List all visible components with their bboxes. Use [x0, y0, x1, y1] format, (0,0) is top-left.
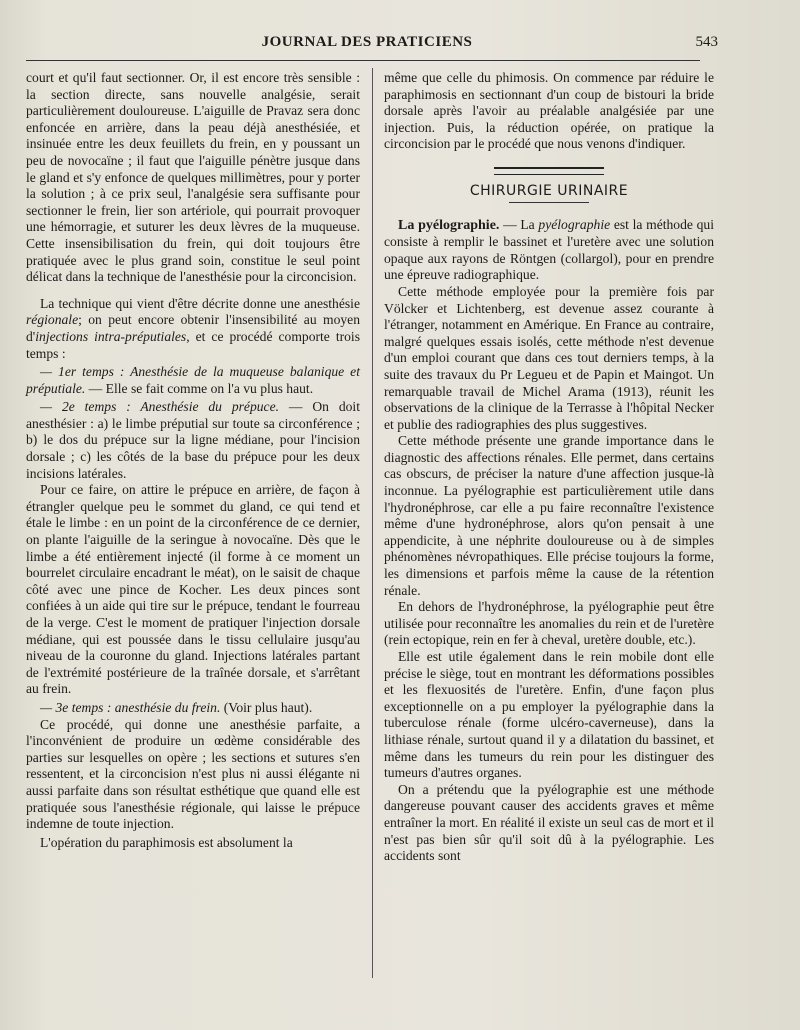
paragraph: Elle est utile également dans le rein mobile dont elle précise le siège, tout en montrant les déformations possibles et les flexuosités de l'uretère. Enfin, d'une façon plus exceptionnelle on a pu employer la pyélographie dans la tuberculose rénale (forme ulcéro-caverneuse), dans la lithiase rénale, surtout quand il y a dilatation du bassinet, et même dans les tumeurs du rein pour les distinguer des tumeurs d'autres organes.	[384, 649, 714, 781]
paragraph: L'opération du paraphimosis est absolument la	[40, 834, 293, 850]
paragraph: — 2e temps : Anesthésie du prépuce. — On doit anesthésier : a) le limbe préputial sur toute sa circonférence ; b) le dos du prépuce sur la ligne médiane, pour l'incision dorsale ; c) les côtés de la base du prépuce pour les deux incisions latérales.	[26, 399, 360, 481]
paragraph: court et qu'il faut sectionner. Or, il est encore très sensible : la section directe, sans nouvelle analgésie, serait particulièrement douloureuse. L'aiguille de Pravaz sera donc enfoncée en arrière, dans la peau déjà anesthésiée, et insinuée entre les deux feuillets du frein, en y poussant un peu de novocaïne ; il faut que l'aiguille pénètre jusque dans le gland et s'y enfonce de quelques millimètres, pour y porter la solution ; à ce prix seul, l'analgésie sera suffisante pour sectionner le frein, lier son artériole, qui pourrait provoquer une hémorragie, et suturer les deux lèvres de la muqueuse. Cette insensibilisation du frein, qui doit toujours être pratiquée avec le plus grand soin, constitue le seul point délicat dans la technique de l'anesthésie pour la circoncision.	[26, 70, 360, 285]
journal-title: JOURNAL DES PRATICIENS	[261, 34, 473, 50]
section-divider	[494, 167, 604, 175]
left-column	[26, 70, 360, 851]
paragraph: Cette méthode employée pour la première fois par Völcker et Lichtenberg, est devenue assez courante à l'étranger, notamment en Amérique. En France au contraire, malgré quelques essais isolés, cette méthode n'est devenue d'un emploi courant que dans ces tout derniers temps, à la suite des travaux du Pr Legueu et de Papin et Maingot. Un remarquable travail de Michel Arama (1913), réunit les observations de la clinique de la Terrasse à l'hôpital Necker et publie des radiographies des plus suggestives.	[384, 283, 714, 432]
paragraph: Cette méthode présente une grande importance dans le diagnostic des affections rénales. Elle permet, dans certains cas obscurs, de préciser la nature d'une affection jusque-là inconnue. La pyélographie est particulièrement utile dans l'hydronéphrose, car elle a pu faire reconnaître l'existence même d'une hydronéphrose, alors qu'on pensait à une appendicite, à une néphrite douloureuse ou à de simples phénomènes névropathiques. Elle précise toujours la forme, les dimensions et parfois même la cause de la rétention rénale.	[384, 433, 714, 598]
paragraph: La technique qui vient d'être décrite donne une anesthésie régionale; on peut encore obtenir l'insensibilité au moyen d'injections intra-préputiales, et ce procédé comporte trois temps :	[26, 295, 360, 361]
page-number: 543	[695, 34, 718, 50]
section-underline	[509, 202, 589, 203]
column-divider	[372, 68, 373, 978]
running-header	[22, 30, 718, 56]
right-column	[384, 70, 714, 865]
paragraph: En dehors de l'hydronéphrose, la pyélographie peut être utilisée pour reconnaître les anomalies du rein et de l'uretère (rein ectopique, rein en fer à cheval, uretère double, etc.).	[384, 599, 714, 648]
section-title: CHIRURGIE URINAIRE	[469, 182, 629, 199]
paragraph: Pour ce faire, on attire le prépuce en arrière, de façon à étrangler quelque peu le sommet du gland, ce qui tend et étale le limbe : en un point de la circonférence de ce dernier, on plante l'aiguille de la seringue à novocaïne. Dès que le limbe a été entièrement injecté (il forme à ce moment un bourrelet circulaire encadrant le méat), on le saisit de chaque côté avec une pince de Kocher. Les deux pinces sont confiées à un aide qui tire sur le prépuce, tendant le fourreau de la verge. C'est le moment de pratiquer l'injection dorsale médiane, qui est poussée dans le tissu cellulaire jusqu'au niveau de la couronne du gland. Injections latérales partant de l'extrémité postérieure de la traînée dorsale, et s'arrêtant au frein.	[26, 482, 360, 697]
paragraph: même que celle du phimosis. On commence par réduire le paraphimosis en sectionnant d'un coup de bistouri la bride dorsale après l'avoir au préalable analgésiée par une injection. Puis, la réduction opérée, on pratique la circoncision par le procédé que nous venons d'indiquer.	[384, 70, 714, 152]
paragraph: — 1er temps : Anesthésie de la muqueuse balanique et préputiale. — Elle se fait comme on l'a vu plus haut.	[26, 364, 360, 396]
header-rule	[26, 60, 700, 61]
paragraph: — 3e temps : anesthésie du frein. (Voir plus haut).	[40, 699, 313, 715]
paragraph: La pyélographie. — La pyélographie est la méthode qui consiste à remplir le bassinet et l'uretère avec une solution opaque aux rayons de Röntgen (collargol), pour en prendre une épreuve radiographique.	[384, 216, 714, 283]
paragraph: On a prétendu que la pyélographie est une méthode dangereuse pouvant causer des accidents graves et même entraîner la mort. En réalité il existe un seul cas de mort et il n'est pas bien sûr qu'il soit dû à la pyélographie. Les accidents sont	[384, 781, 714, 864]
paragraph: Ce procédé, qui donne une anesthésie parfaite, a l'inconvénient de produire un œdème considérable des parties sur lesquelles on opère ; les sections et sutures s'en ressentent, et la circoncision n'est plus ni aussi élégante ni aussi parfaite dans son résultat esthétique que quand elle est pratiquée sous l'anesthésie régionale, qui laisse le prépuce indemne de toute injection.	[26, 716, 360, 832]
